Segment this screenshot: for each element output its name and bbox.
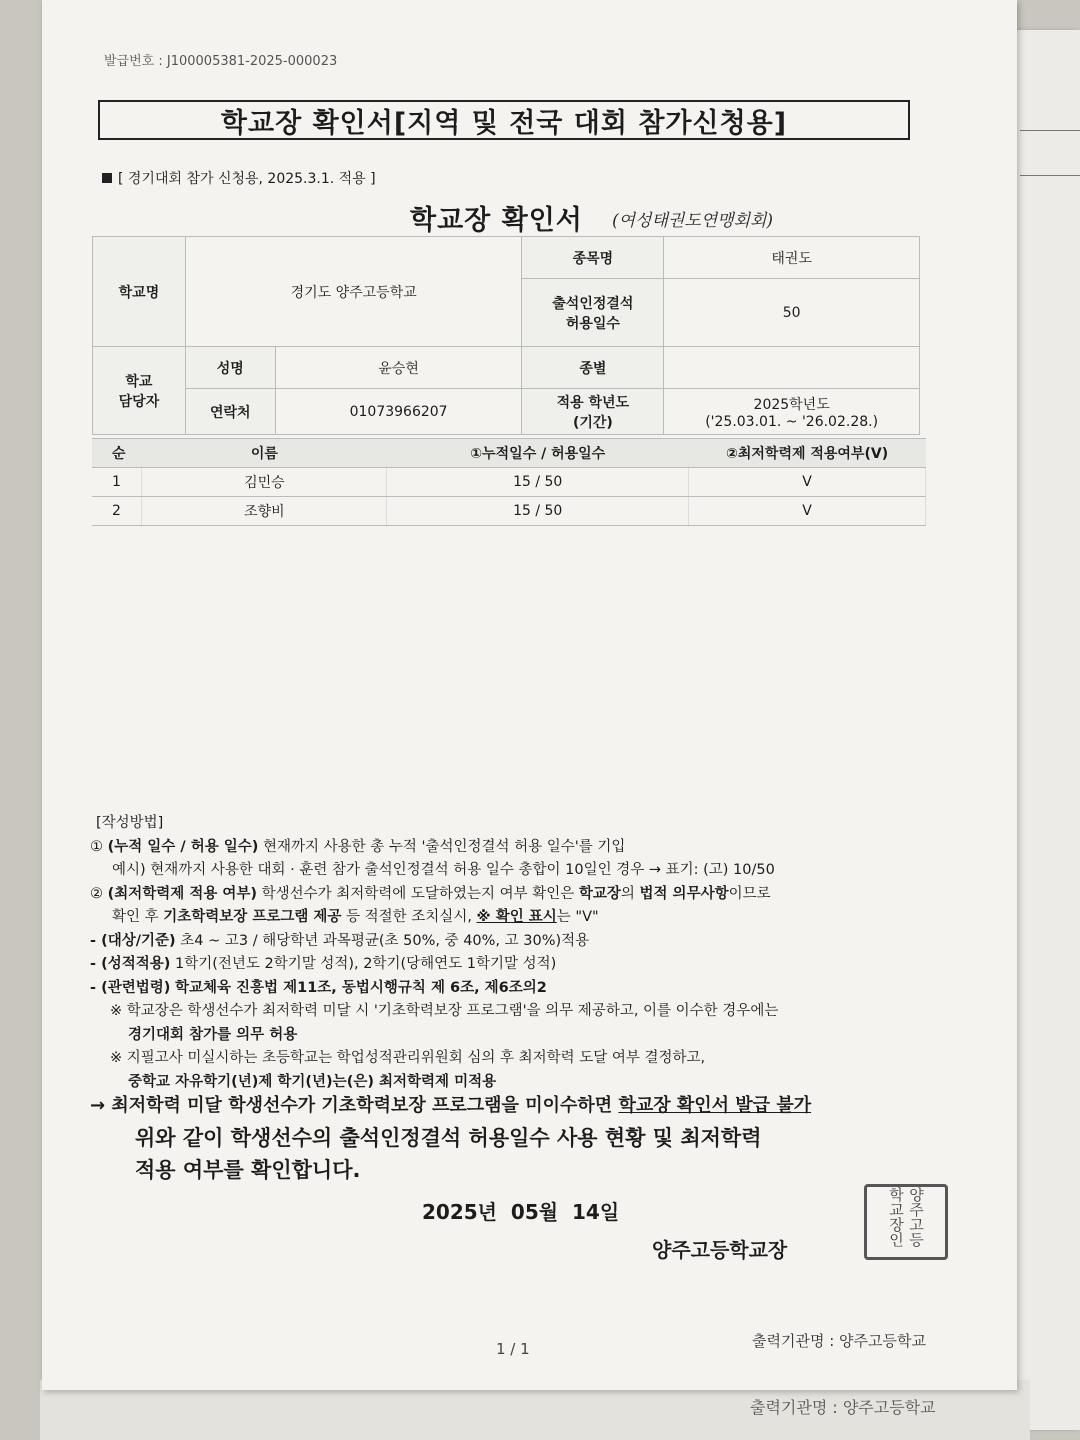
name-label: 성명 (185, 347, 275, 389)
guide-line: - (관련법령) 학교체육 진흥법 제11조, 동법시행규칙 제 6조, 제6조의2 (90, 979, 547, 996)
manager-label: 학교 담당자 (93, 347, 186, 435)
contact-label: 연락처 (185, 389, 275, 435)
allowed-days-label: 출석인정결석 허용일수 (522, 279, 664, 347)
page-number: 1 / 1 (496, 1340, 530, 1358)
student-table (92, 438, 926, 526)
subtitle (102, 168, 376, 188)
category-value (664, 347, 920, 389)
row-applied: V (689, 497, 926, 526)
document-title: 학교장 확인서 (410, 205, 583, 236)
writing-guide (90, 812, 950, 1118)
year-label: 적용 학년도 (기간) (522, 389, 664, 435)
school-label: 학교명 (93, 237, 186, 347)
row-applied: V (689, 468, 926, 497)
col-header-days: ①누적일수 / 허용일수 (387, 439, 689, 468)
underlying-paper-line (1020, 175, 1080, 176)
allowed-days-value: 50 (664, 279, 920, 347)
confirmation-text: 위와 같이 학생선수의 출석인정결석 허용일수 사용 현황 및 최저학력 적용 여부를 확인합니다. (135, 1126, 762, 1182)
guide-line: ① (누적 일수 / 허용 일수) 현재까지 사용한 총 누적 '출석인정결석 허용 일수'를 기입 (90, 838, 626, 855)
school-value: 경기도 양주고등학교 (185, 237, 522, 347)
col-header-name: 이름 (142, 439, 387, 468)
row-name: 김민승 (142, 468, 387, 497)
col-header-no: 순 (92, 439, 142, 468)
table-row (92, 497, 926, 526)
category-label: 종별 (522, 347, 664, 389)
subtitle-text: [ 경기대회 참가 신청용, 2025.3.1. 적용 ] (118, 171, 376, 187)
row-days: 15 / 50 (387, 468, 689, 497)
guide-line: 중학교 자유학기(년)제 학기(년)는(은) 최저학력제 미적용 (128, 1073, 497, 1090)
printed-by: 출력기관명 : 양주고등학교 (752, 1332, 926, 1350)
underlying-paper-line (1020, 130, 1080, 131)
col-header-applied: ②최저학력제 적용여부(V) (689, 439, 926, 468)
row-no: 1 (92, 468, 142, 497)
guide-line: 확인 후 기초학력보장 프로그램 제공 등 적절한 조치실시, ※ 확인 표시는 "V" (112, 909, 599, 925)
event-label: 종목명 (522, 237, 664, 279)
underlying-paper (1010, 30, 1080, 1430)
issue-number: 발급번호 : J100005381-2025-000023 (104, 54, 338, 69)
guide-line: ② (최저학력제 적용 여부) 학생선수가 최저학력에 도달하였는지 여부 확인은 학교장의 법적 의무사항이므로 (90, 885, 771, 902)
guide-line: 예시) 현재까지 사용한 대회 · 훈련 참가 출석인정결석 허용 일수 총합이 10일인 경우 → 표기: (고) 10/50 (112, 862, 775, 878)
principal-name: 양주고등학교장 (652, 1238, 788, 1262)
event-value: 태권도 (664, 237, 920, 279)
guide-line: - (대상/기준) 초4 ~ 고3 / 해당학년 과목평균(초 50%, 중 40%, 고 30%)적용 (90, 932, 590, 949)
table-row (92, 468, 926, 497)
row-no: 2 (92, 497, 142, 526)
square-bullet-icon (102, 173, 112, 183)
row-days: 15 / 50 (387, 497, 689, 526)
row-name: 조향비 (142, 497, 387, 526)
guide-line: - (성적적용) 1학기(전년도 2학기말 성적), 2학기(당해연도 1학기말 성적) (90, 956, 557, 972)
contact-value: 01073966207 (275, 389, 522, 435)
year-value: 2025학년도 ('25.03.01. ~ '26.02.28.) (664, 389, 920, 435)
school-seal-icon: 양주고등학교장인 (864, 1184, 948, 1260)
name-value: 윤승현 (275, 347, 522, 389)
school-info-table (92, 236, 920, 435)
issue-date: 2025년 05월 14일 (422, 1200, 620, 1224)
guide-line: → 최저학력 미달 학생선수가 기초학력보장 프로그램을 미이수하면 학교장 확인서 발급 불가 (90, 1095, 812, 1116)
guide-line: 경기대회 참가를 의무 허용 (128, 1026, 298, 1043)
bottom-paper-text: 출력기관명 : 양주고등학교 (750, 1398, 936, 1417)
guide-line: ※ 학교장은 학생선수가 최저학력 미달 시 '기초학력보장 프로그램'을 의무 제공하고, 이를 이수한 경우에는 (110, 1003, 779, 1019)
guide-line: ※ 지필고사 미실시하는 초등학교는 학업성적관리위원회 심의 후 최저학력 도달 여부 결정하고, (110, 1050, 706, 1066)
handwritten-note: (여성태권도연맹회회) (612, 211, 774, 231)
guide-heading: [작성방법] (96, 815, 164, 831)
header-title: 학교장 확인서[지역 및 전국 대회 참가신청용] (98, 100, 910, 140)
